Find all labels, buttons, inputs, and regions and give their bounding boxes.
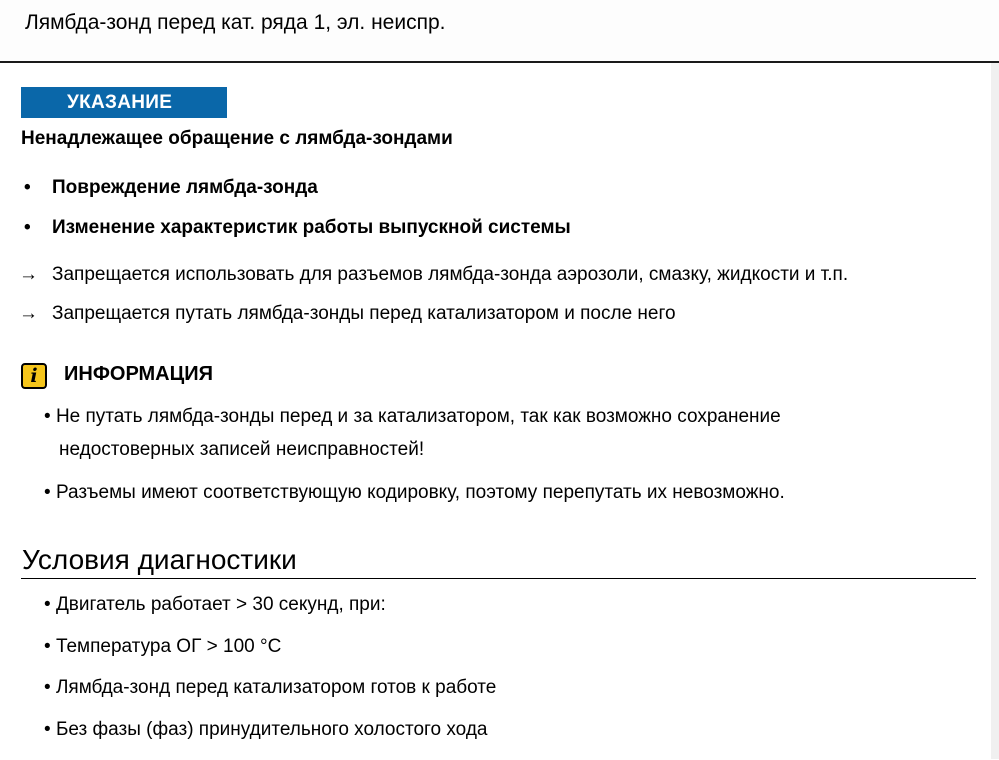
bullet-icon: • <box>44 719 51 740</box>
section-divider <box>21 578 976 579</box>
condition-text: Температура ОГ > 100 °C <box>56 636 281 657</box>
page-header <box>0 0 999 63</box>
arrow-right-icon: → <box>19 264 52 286</box>
condition-text: Без фазы (фаз) принудительного холостого хода <box>56 719 488 740</box>
action-text: Запрещается путать лямбда-зонды перед катализатором и после него <box>52 303 676 324</box>
consequence-text: Повреждение лямбда-зонда <box>52 177 318 198</box>
diagnostics-list <box>44 594 496 760</box>
list-item <box>44 636 496 678</box>
notice-action-list <box>19 264 848 342</box>
bullet-icon: • <box>44 482 51 503</box>
bullet-icon: • <box>44 636 51 657</box>
list-item <box>19 264 848 303</box>
bullet-icon: • <box>44 594 51 615</box>
info-item-text: Разъемы имеют соответствующую кодировку, поэтому перепутать их невозможно. <box>56 482 785 503</box>
list-item <box>44 594 496 636</box>
list-item <box>44 677 496 719</box>
section-title: Условия диагностики <box>22 544 297 576</box>
action-text: Запрещается использовать для разъемов лямбда-зонда аэрозоли, смазку, жидкости и т.п. <box>52 264 848 285</box>
notice-heading: Ненадлежащее обращение с лямбда-зондами <box>21 128 453 150</box>
bullet-icon: • <box>44 406 51 427</box>
scrollbar[interactable] <box>991 63 999 759</box>
arrow-right-icon: → <box>19 303 52 325</box>
info-item-text: Не путать лямбда-зонды перед и за катализатором, так как возможно сохранение недостоверных записей неисправностей! <box>56 406 781 460</box>
list-item <box>24 177 571 217</box>
condition-text: Лямбда-зонд перед катализатором готов к работе <box>56 677 496 698</box>
list-item <box>44 719 496 760</box>
info-heading: ИНФОРМАЦИЯ <box>64 363 213 386</box>
bullet-icon: • <box>24 217 52 239</box>
notice-badge: УКАЗАНИЕ <box>21 87 227 118</box>
list-item <box>19 303 848 342</box>
info-item <box>44 400 919 466</box>
list-item <box>24 217 571 257</box>
info-item <box>44 476 785 509</box>
consequence-text: Изменение характеристик работы выпускной системы <box>52 217 571 238</box>
condition-text: Двигатель работает > 30 секунд, при: <box>56 594 386 615</box>
notice-consequence-list <box>24 177 571 257</box>
bullet-icon: • <box>44 677 51 698</box>
page-title: Лямбда-зонд перед кат. ряда 1, эл. неиспр. <box>25 11 445 35</box>
info-icon: i <box>21 363 47 389</box>
bullet-icon: • <box>24 177 52 199</box>
